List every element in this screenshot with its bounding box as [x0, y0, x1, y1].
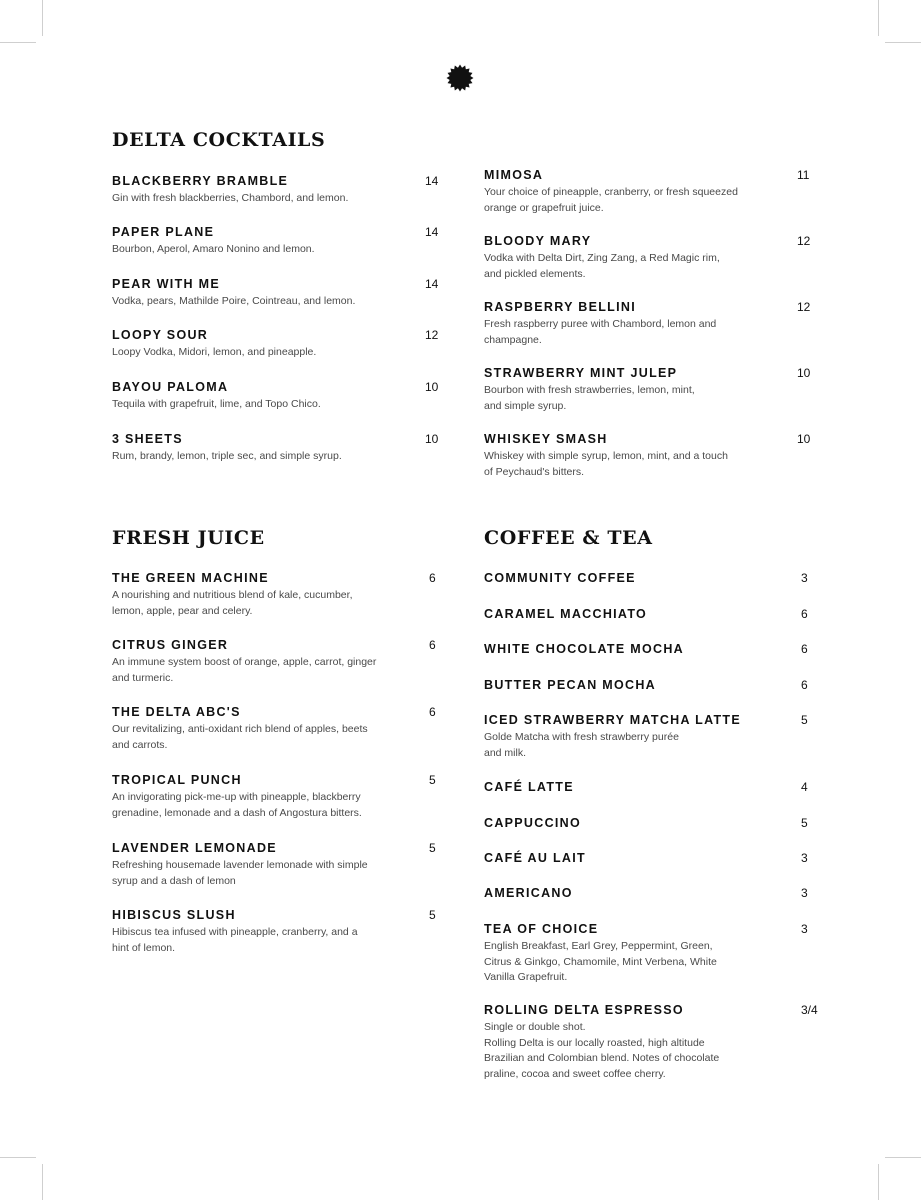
- item-description: Fresh raspberry puree with Chambord, lemon and champagne.: [484, 318, 717, 346]
- item-price: 10: [425, 432, 439, 446]
- coffee-item: [484, 642, 821, 657]
- cocktail-item: [112, 277, 445, 310]
- crop-mark: [885, 1157, 921, 1158]
- item-description: Bourbon, Aperol, Amaro Nonino and lemon.: [112, 243, 315, 255]
- item-price: 6: [429, 705, 436, 719]
- item-price: 10: [425, 380, 439, 394]
- item-price: 14: [425, 225, 439, 239]
- item-name: LOOPY SOUR: [112, 328, 209, 342]
- cocktail-item: [484, 168, 817, 216]
- item-price: 3: [801, 571, 808, 585]
- coffee-item: [484, 886, 821, 901]
- sunburst-logo-icon: [446, 64, 474, 92]
- item-description: English Breakfast, Earl Grey, Peppermint, Green, Citrus & Ginkgo, Chamomile, Mint Verbena, White Vanilla Grapefruit.: [484, 940, 717, 983]
- item-name: PEAR WITH ME: [112, 277, 220, 291]
- crop-mark: [0, 1157, 36, 1158]
- item-name: AMERICANO: [484, 886, 573, 900]
- item-description: Our revitalizing, anti-oxidant rich blend of apples, beets and carrots.: [112, 723, 368, 751]
- section-title-juice: FRESH JUICE: [112, 527, 265, 549]
- item-price: 5: [429, 908, 436, 922]
- item-price: 6: [429, 571, 436, 585]
- item-description: An invigorating pick-me-up with pineapple, blackberry grenadine, lemonade and a dash of Angostura bitters.: [112, 791, 362, 819]
- item-description: Golde Matcha with fresh strawberry purée and milk.: [484, 731, 679, 759]
- cocktail-item: [484, 432, 817, 480]
- item-price: 14: [425, 277, 439, 291]
- item-price: 6: [429, 638, 436, 652]
- juice-item: [112, 705, 449, 753]
- item-price: 12: [797, 300, 811, 314]
- coffee-item: [484, 780, 821, 795]
- crop-mark: [885, 42, 921, 43]
- item-name: CAPPUCCINO: [484, 816, 582, 830]
- crop-mark: [42, 1164, 43, 1200]
- cocktail-item: [112, 380, 445, 413]
- item-description: Vodka with Delta Dirt, Zing Zang, a Red Magic rim, and pickled elements.: [484, 252, 720, 280]
- item-description: Refreshing housemade lavender lemonade with simple syrup and a dash of lemon: [112, 859, 368, 887]
- item-description: Hibiscus tea infused with pineapple, cranberry, and a hint of lemon.: [112, 926, 358, 954]
- coffee-item: [484, 922, 821, 986]
- item-description: Single or double shot. Rolling Delta is our locally roasted, high altitude Brazilian and Colombian blend. Notes of chocolate praline, cocoa and sweet coffee cherry.: [484, 1021, 720, 1080]
- item-name: WHISKEY SMASH: [484, 432, 608, 446]
- item-description: An immune system boost of orange, apple, carrot, ginger and turmeric.: [112, 656, 377, 684]
- cocktail-item: [484, 300, 817, 348]
- cocktail-item: [484, 234, 817, 282]
- item-description: Loopy Vodka, Midori, lemon, and pineapple.: [112, 346, 317, 358]
- item-description: Vodka, pears, Mathilde Poire, Cointreau, and lemon.: [112, 295, 356, 307]
- item-price: 11: [797, 168, 810, 182]
- coffee-item: [484, 607, 821, 622]
- item-name: WHITE CHOCOLATE MOCHA: [484, 642, 684, 656]
- item-name: HIBISCUS SLUSH: [112, 908, 236, 922]
- item-price: 5: [801, 713, 808, 727]
- item-name: ROLLING DELTA ESPRESSO: [484, 1003, 684, 1017]
- item-name: BUTTER PECAN MOCHA: [484, 678, 657, 692]
- item-price: 10: [797, 366, 811, 380]
- crop-mark: [878, 0, 879, 36]
- item-name: PAPER PLANE: [112, 225, 215, 239]
- item-price: 5: [801, 816, 808, 830]
- cocktail-item: [112, 432, 445, 465]
- item-name: TEA OF CHOICE: [484, 922, 599, 936]
- cocktail-item: [484, 366, 817, 414]
- item-name: ICED STRAWBERRY MATCHA LATTE: [484, 713, 741, 727]
- item-price: 6: [801, 678, 808, 692]
- item-price: 12: [425, 328, 439, 342]
- juice-item: [112, 773, 449, 821]
- item-price: 5: [429, 841, 436, 855]
- item-price: 3: [801, 922, 808, 936]
- juice-item: [112, 571, 449, 619]
- coffee-item: [484, 1003, 821, 1082]
- section-title-coffee: COFFEE & TEA: [484, 527, 653, 549]
- item-description: Whiskey with simple syrup, lemon, mint, and a touch of Peychaud's bitters.: [484, 450, 728, 478]
- item-price: 3: [801, 851, 808, 865]
- section-title-cocktails: DELTA COCKTAILS: [112, 129, 326, 151]
- item-price: 10: [797, 432, 811, 446]
- item-name: STRAWBERRY MINT JULEP: [484, 366, 678, 380]
- juice-item: [112, 841, 449, 889]
- item-description: Your choice of pineapple, cranberry, or fresh squeezed orange or grapefruit juice.: [484, 186, 738, 214]
- item-description: Tequila with grapefruit, lime, and Topo Chico.: [112, 398, 321, 410]
- item-price: 4: [801, 780, 808, 794]
- coffee-item: [484, 816, 821, 831]
- item-price: 3: [801, 886, 808, 900]
- item-price: 12: [797, 234, 811, 248]
- item-name: BLOODY MARY: [484, 234, 592, 248]
- item-name: COMMUNITY COFFEE: [484, 571, 636, 585]
- item-description: Bourbon with fresh strawberries, lemon, mint, and simple syrup.: [484, 384, 695, 412]
- coffee-item: [484, 713, 821, 761]
- item-name: 3 SHEETS: [112, 432, 183, 446]
- crop-mark: [878, 1164, 879, 1200]
- item-price: 6: [801, 642, 808, 656]
- item-name: MIMOSA: [484, 168, 544, 182]
- item-price: 5: [429, 773, 436, 787]
- item-description: Gin with fresh blackberries, Chambord, and lemon.: [112, 192, 349, 204]
- item-price: 14: [425, 174, 439, 188]
- item-description: A nourishing and nutritious blend of kale, cucumber, lemon, apple, pear and celery.: [112, 589, 353, 617]
- item-name: BLACKBERRY BRAMBLE: [112, 174, 289, 188]
- item-name: THE GREEN MACHINE: [112, 571, 269, 585]
- item-name: CITRUS GINGER: [112, 638, 229, 652]
- coffee-item: [484, 678, 821, 693]
- item-name: THE DELTA ABC'S: [112, 705, 241, 719]
- item-name: BAYOU PALOMA: [112, 380, 229, 394]
- crop-mark: [0, 42, 36, 43]
- cocktail-item: [112, 328, 445, 361]
- juice-item: [112, 908, 449, 956]
- item-price: 6: [801, 607, 808, 621]
- cocktail-item: [112, 225, 445, 258]
- cocktail-item: [112, 174, 445, 207]
- item-description: Rum, brandy, lemon, triple sec, and simple syrup.: [112, 450, 342, 462]
- item-name: TROPICAL PUNCH: [112, 773, 242, 787]
- item-name: CAFÉ LATTE: [484, 780, 574, 794]
- item-price: 3/4: [801, 1003, 818, 1017]
- item-name: LAVENDER LEMONADE: [112, 841, 277, 855]
- item-name: RASPBERRY BELLINI: [484, 300, 636, 314]
- crop-mark: [42, 0, 43, 36]
- item-name: CARAMEL MACCHIATO: [484, 607, 648, 621]
- item-name: CAFÉ AU LAIT: [484, 851, 586, 865]
- juice-item: [112, 638, 449, 686]
- coffee-item: [484, 571, 821, 586]
- coffee-item: [484, 851, 821, 866]
